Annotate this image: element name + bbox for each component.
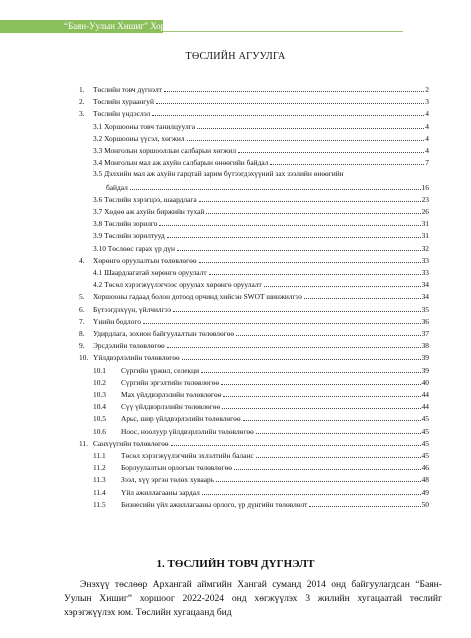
toc-entry-number: 11.5 (93, 499, 106, 509)
toc-dot-leader (152, 108, 424, 116)
toc-entry-number: 10.1 (93, 365, 106, 375)
toc-entry[interactable] (93, 230, 429, 240)
toc-entry-number: 7. (79, 316, 85, 326)
toc-entry[interactable] (79, 316, 429, 326)
toc-entry-number: 8. (79, 329, 85, 338)
toc-entry-label: Үйл ажиллагааны зардал (121, 487, 200, 497)
toc-entry-page: 44 (421, 390, 429, 399)
toc-entry[interactable] (93, 450, 429, 460)
toc-dot-leader (143, 316, 421, 324)
toc-entry-number: 10. (79, 353, 89, 363)
toc-entry-number: 11. (79, 438, 88, 448)
toc-entry-page: 46 (421, 463, 429, 473)
toc-entry-label: Хөрөнгө оруулалтын төлөвлөгөө (93, 255, 197, 265)
toc-entry[interactable] (93, 426, 429, 436)
toc-entry-label: 4.2 Төсөл хэрэгжүүлэгчээс оруулах хөрөнгө оруулалт (93, 280, 262, 290)
toc-entry[interactable] (79, 108, 429, 118)
toc-entry-number: 11.2 (93, 463, 106, 473)
toc-entry-page: 33 (421, 268, 429, 277)
toc-entry[interactable] (93, 474, 429, 484)
toc-entry-page: 31 (421, 231, 429, 241)
running-header: “Баян-Уулын Хишиг” Хорш (64, 21, 173, 31)
toc-entry-number: 11.1 (93, 451, 106, 460)
toc-entry-label: Үйлдвэрлэлийн төлөвлөгөө (93, 353, 180, 363)
toc-entry-number: 2. (79, 97, 85, 107)
toc-entry[interactable] (79, 340, 429, 350)
toc-dot-leader (206, 206, 420, 214)
toc-entry[interactable] (93, 401, 429, 411)
toc-entry-page: 45 (421, 438, 429, 448)
toc-entry-label: Арьс, шир үйлдвэрлэлийн төлөвлөгөө (121, 414, 241, 424)
toc-entry-label: Ноос, ноолуур үйлдвэрлэлийн төлөвлөгөө (121, 426, 254, 436)
toc-entry-label: Сүргийн эргэлтийн төлөвлөгөө (121, 377, 220, 387)
toc-entry-label: Хоршооны гадаад болон дотоод орчинд хийсэн SWOT шинжилгээ (93, 292, 302, 302)
toc-entry[interactable] (93, 487, 429, 497)
toc-entry-label: 3.3 Монголын хоршооллын салбарын хөгжил (93, 146, 237, 155)
toc-entry-label: 3.10 Төслөөс гарах үр дүн (93, 243, 175, 253)
toc-title: ТӨСЛИЙН АГУУЛГА (185, 51, 286, 62)
toc-entry-number: 10.2 (93, 377, 106, 387)
toc-entry-label: Үнийн бодлого (93, 316, 141, 326)
toc-entry-page: 45 (421, 451, 429, 460)
toc-dot-leader (236, 328, 421, 336)
toc-entry-page: 35 (421, 304, 429, 314)
toc-entry[interactable] (79, 328, 429, 338)
toc-entry[interactable] (93, 243, 429, 253)
toc-entry-page: 4 (425, 133, 429, 143)
toc-dot-leader (209, 267, 421, 275)
toc-entry-number: 5. (79, 292, 85, 302)
toc-entry-page: 23 (421, 194, 429, 204)
toc-entry-number: 10.3 (93, 390, 106, 399)
toc-entry-page: 39 (421, 365, 429, 375)
toc-entry-number: 3. (79, 109, 85, 119)
toc-entry[interactable] (93, 157, 429, 167)
toc-entry-number: 10.5 (93, 414, 106, 424)
toc-dot-leader (256, 450, 421, 458)
toc-dot-leader (130, 182, 421, 190)
toc-entry-page: 3 (425, 97, 429, 107)
toc-entry-page: 45 (421, 426, 429, 436)
toc-entry[interactable] (93, 169, 429, 179)
toc-dot-leader (197, 121, 424, 129)
toc-entry-label: Борлуулалтын орлогын төлөвлөгөө (121, 463, 232, 473)
toc-entry-label: байдал (106, 182, 128, 192)
toc-entry-page: 34 (421, 280, 429, 290)
toc-dot-leader (202, 487, 421, 495)
toc-entry[interactable] (93, 194, 429, 204)
toc-entry-number: 10.6 (93, 426, 106, 436)
toc-dot-leader (167, 340, 421, 348)
toc-dot-leader (234, 462, 421, 470)
section-heading: 1. ТӨСЛИЙН ТОВЧ ДҮГНЭЛТ (156, 558, 315, 570)
toc-entry-page: 31 (421, 219, 429, 229)
toc-entry-label: Зээл, хүү эргэн төлөх хуваарь (121, 475, 215, 485)
toc-entry-page: 39 (421, 353, 429, 363)
toc-dot-leader (243, 413, 421, 421)
toc-dot-leader (256, 426, 421, 434)
toc-entry-number: 4. (79, 255, 85, 265)
toc-dot-leader (173, 304, 421, 312)
toc-entry[interactable] (93, 206, 429, 216)
toc-entry-number: 11.3 (93, 475, 106, 485)
toc-entry[interactable] (93, 145, 429, 155)
toc-entry-label: 3.1 Хоршооны товч танилцуулга (93, 121, 196, 131)
toc-entry-page: 4 (425, 146, 429, 155)
toc-entry-label: Бизнесийн үйл ажиллагааны орлого, үр дүнгийн төлөвлөлт (121, 499, 308, 509)
toc-entry-number: 10.4 (93, 402, 106, 412)
toc-entry-page: 4 (425, 109, 429, 119)
toc-entry-label: Сүү үйлдвэрлэлийн төлөвлөгөө (121, 402, 221, 412)
toc-entry-label: 3.8 Төслийн зорилго (93, 219, 158, 229)
toc-entry-page: 38 (421, 341, 429, 351)
toc-entry-page: 4 (425, 121, 429, 131)
toc-entry[interactable] (79, 352, 429, 362)
toc-entry-number: 1. (79, 85, 85, 94)
toc-entry-label: Удирдлага, зохион байгуулалтын төлөвлөгөө (93, 329, 235, 338)
intro-paragraph: Энэхүү төслөөр Архангай аймгийн Хангай сумaнд 2014 онд байгуулагдсан “Баян-Уулын Хишиг” хоршоог 2022-2024 онд хөгжүүлэх 3 жилийн хугацаатай төслийг хэрэгжүүлэх юм. Төслийн хугацаанд бид (64, 579, 442, 618)
toc-entry[interactable] (93, 267, 429, 277)
toc-entry[interactable] (106, 182, 429, 192)
toc-dot-leader (199, 255, 421, 263)
toc-entry-label: 4.1 Шаардлагатай хөрөнгө оруулалт (93, 268, 207, 277)
toc-entry[interactable] (93, 279, 429, 289)
toc-entry-label: 3.6 Төслийн хэрэгцээ, шаардлага (93, 194, 197, 204)
toc-entry[interactable] (93, 377, 429, 387)
toc-entry-page: 45 (421, 414, 429, 424)
toc-entry-label: Бүтээгдэхүүн, үйлчилгээ (93, 304, 171, 314)
header-rule (163, 31, 403, 32)
toc-dot-leader (159, 218, 420, 226)
toc-entry-number: 11.4 (93, 487, 106, 497)
toc-entry-label: 3.9 Төслийн зорилтууд (93, 231, 165, 241)
toc-dot-leader (223, 389, 420, 397)
toc-dot-leader (171, 438, 421, 446)
toc-entry-label: 3.7 Хөдөө аж ахуйн биржийн тухай (93, 207, 205, 216)
toc-entry-page: 37 (421, 329, 429, 338)
toc-entry-label: Төсөл хэрэгжүүлэгчийн эхлэлтийн баланс (121, 451, 254, 460)
toc-entry-page: 33 (421, 255, 429, 265)
toc-dot-leader (156, 96, 424, 104)
toc-entry-page: 32 (421, 243, 429, 253)
toc-entry[interactable] (79, 84, 429, 94)
toc-dot-leader (309, 499, 420, 507)
toc-entry-label: Төслийн товч дүгнэлт (93, 85, 162, 94)
toc-entry-label: 3.2 Хоршооны үүсэл, хөгжил (93, 133, 185, 143)
toc-entry-page: 40 (421, 377, 429, 387)
toc-dot-leader (177, 243, 421, 251)
toc-entry-number: 9. (79, 341, 85, 351)
toc-dot-leader (216, 474, 421, 482)
toc-entry-label: Эрсдэлийн төлөвлөгөө (93, 341, 165, 351)
toc-entry-page: 7 (425, 158, 429, 168)
toc-dot-leader (199, 194, 421, 202)
toc-entry[interactable] (93, 389, 429, 399)
toc-entry-label: Төслийн үндэслэл (93, 109, 151, 119)
toc-entry-page: 26 (421, 207, 429, 216)
toc-dot-leader (187, 133, 425, 141)
toc-dot-leader (238, 145, 424, 153)
toc-entry-label: Санхүүгийн төлөвлөгөө (93, 438, 169, 448)
toc-entry-page: 16 (421, 182, 429, 192)
toc-entry[interactable] (79, 438, 429, 448)
toc-entry-page: 34 (421, 292, 429, 302)
toc-entry-label: Төслийн хураангуй (93, 97, 154, 107)
toc-entry[interactable] (93, 413, 429, 423)
toc-entry-page: 50 (421, 499, 429, 509)
toc-entry-label: 3.5 Дэлхийн мал аж ахуйн гарцтай зарим бүтээгдэхүүний зах зээлийн өнөөгийн (93, 169, 344, 179)
toc-dot-leader (270, 157, 424, 165)
toc-dot-leader (221, 377, 420, 385)
toc-entry[interactable] (93, 462, 429, 472)
toc-entry-page: 48 (421, 475, 429, 485)
toc-entry[interactable] (93, 218, 429, 228)
toc-entry[interactable] (79, 96, 429, 106)
toc-entry-page: 36 (421, 316, 429, 326)
toc-entry-page: 44 (421, 402, 429, 412)
toc-dot-leader (164, 84, 424, 92)
toc-entry-number: 6. (79, 304, 85, 314)
toc-dot-leader (222, 401, 420, 409)
toc-entry[interactable] (93, 365, 429, 375)
toc-entry[interactable] (79, 291, 429, 301)
toc-entry-page: 49 (421, 487, 429, 497)
toc-dot-leader (201, 365, 421, 373)
toc-entry-page: 2 (425, 85, 429, 94)
toc-entry-label: Мах үйлдвэрлэлийн төлөвлөгөө (121, 390, 222, 399)
toc-dot-leader (182, 352, 421, 360)
toc-entry-label: Сүргийн үржил, селекци (121, 365, 200, 375)
toc-entry[interactable] (93, 133, 429, 143)
toc-dot-leader (304, 291, 421, 299)
toc-entry[interactable] (93, 499, 429, 509)
toc-entry[interactable] (79, 304, 429, 314)
toc-dot-leader (167, 230, 421, 238)
toc-entry[interactable] (79, 255, 429, 265)
toc-dot-leader (264, 279, 421, 287)
toc-entry[interactable] (93, 121, 429, 131)
toc-entry-label: 3.4 Монголын мал аж ахуйн салбарын өнөөгийн байдал (93, 158, 269, 168)
